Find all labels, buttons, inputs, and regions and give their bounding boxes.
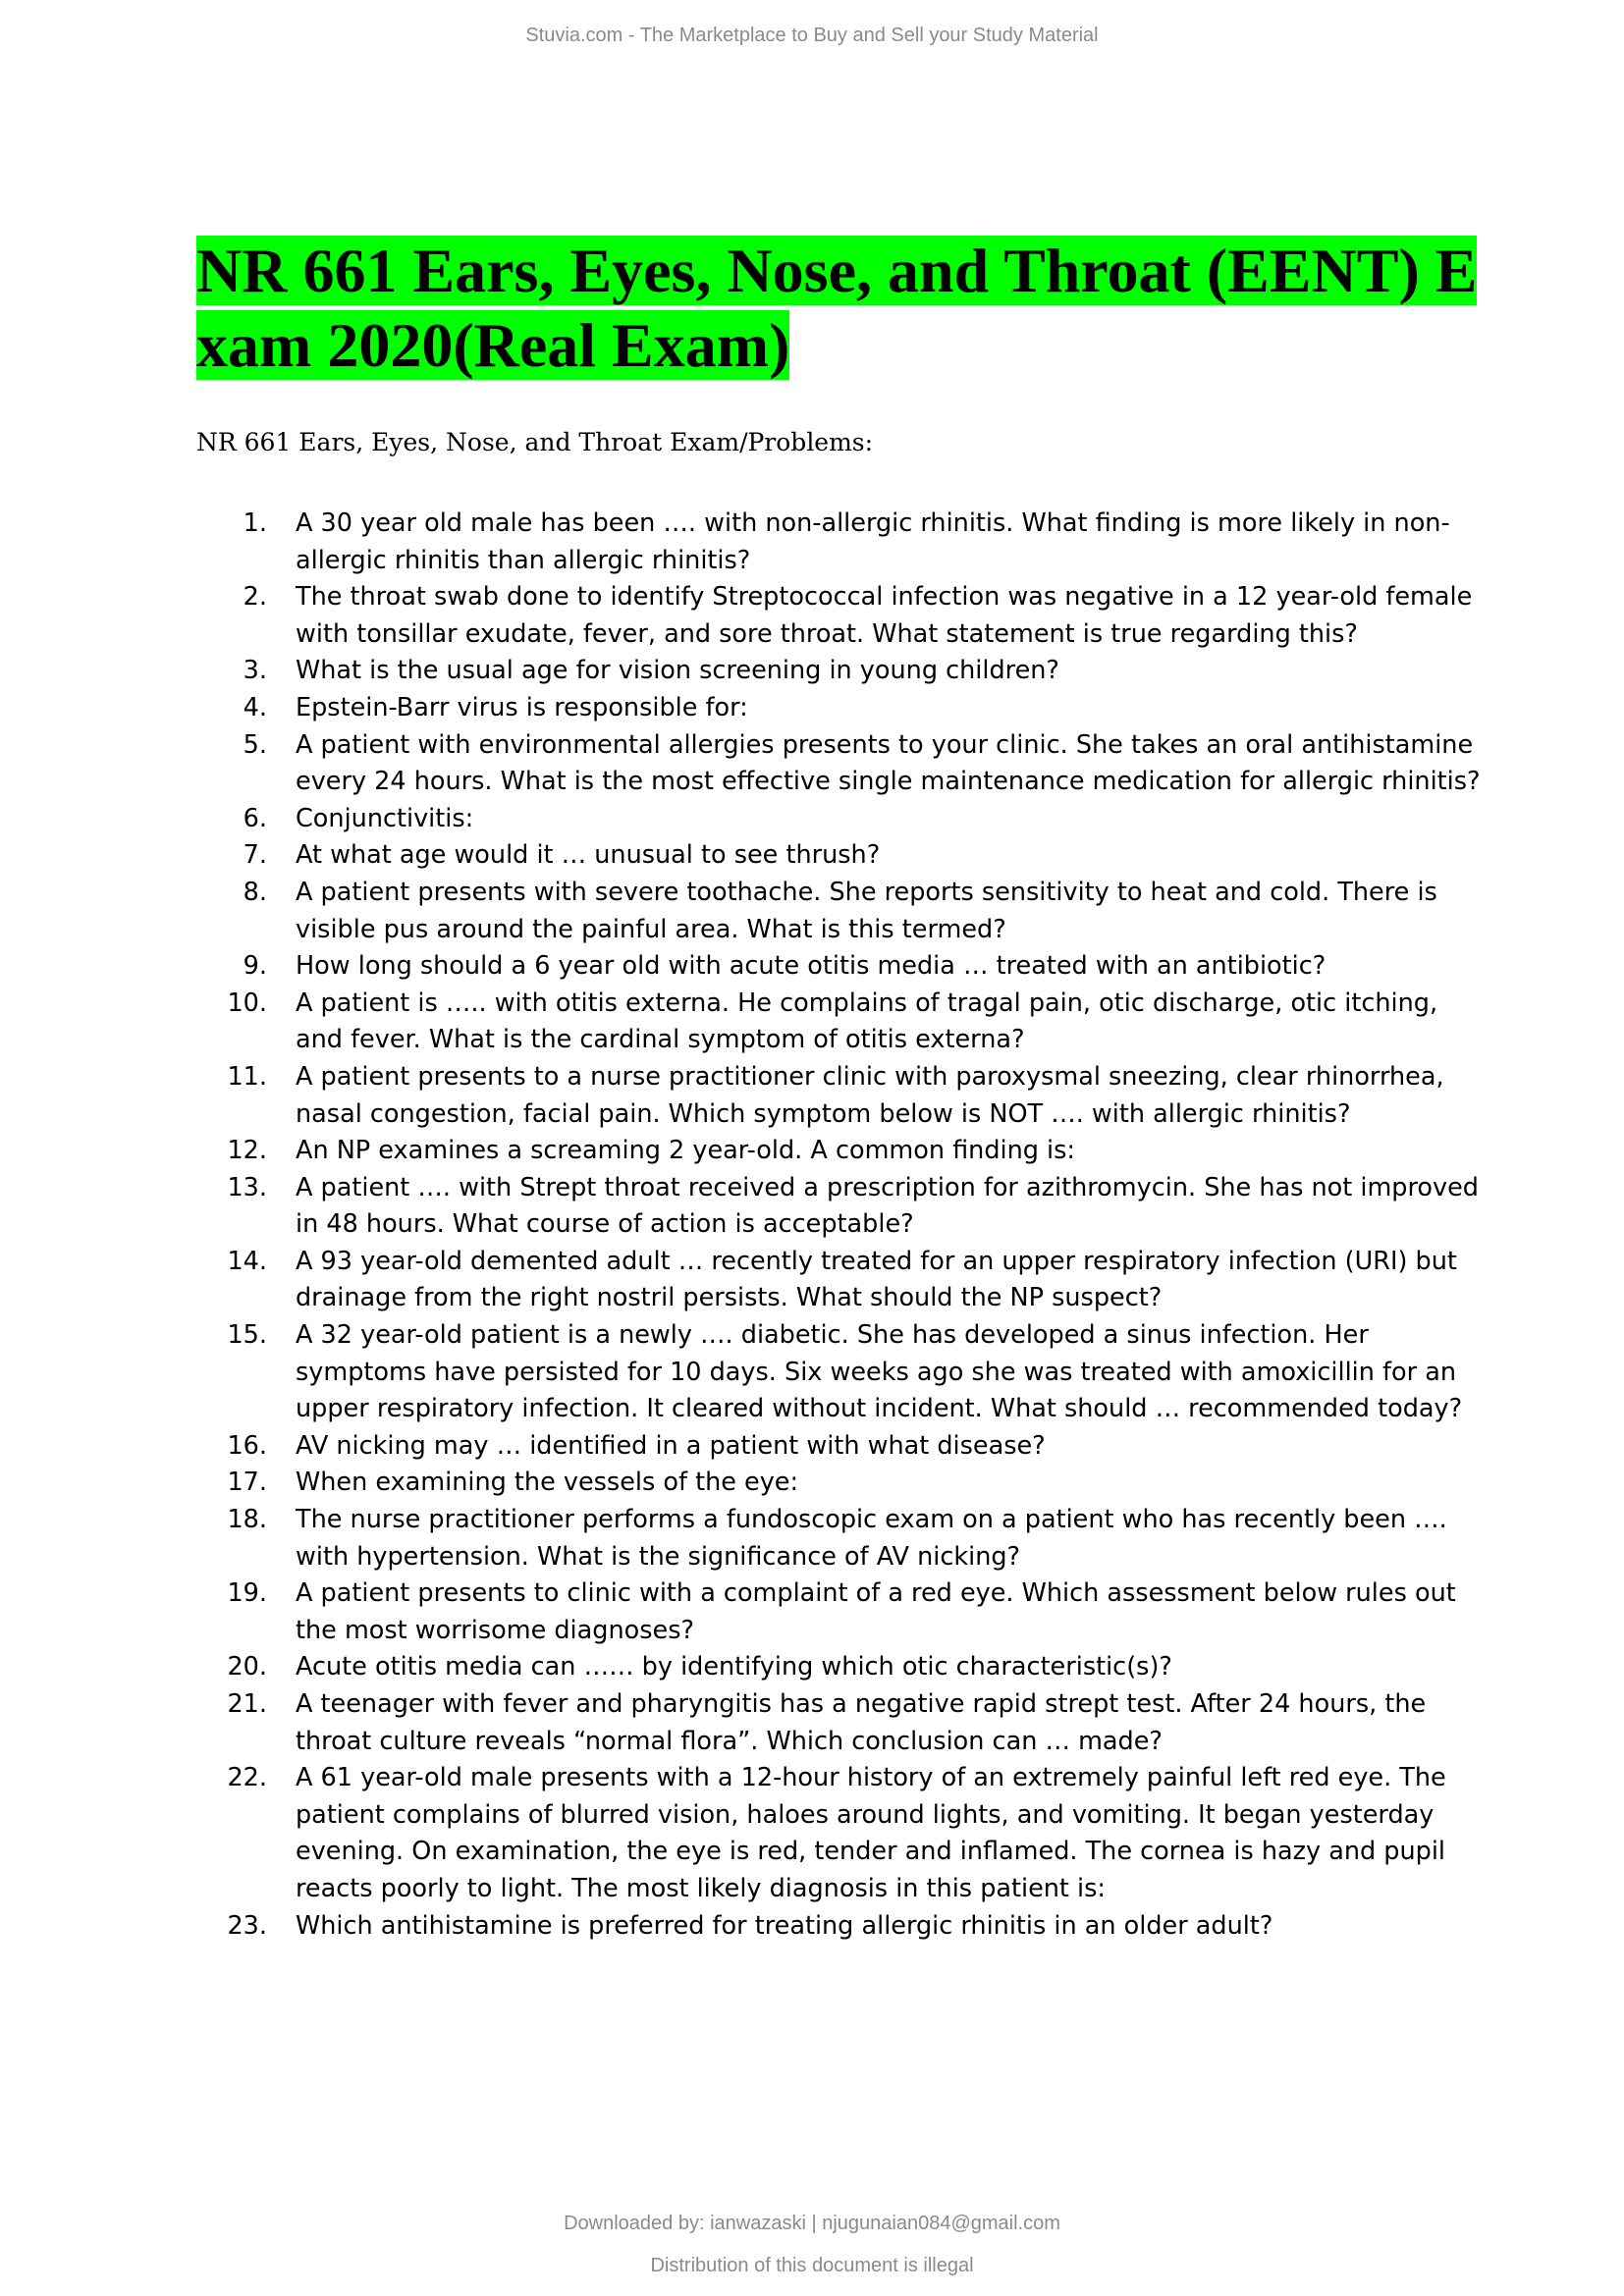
question-number: 20. xyxy=(227,1652,267,1682)
question-number: 2. xyxy=(243,582,267,613)
list-item xyxy=(196,1575,1483,1649)
question-text: Acute otitis media can …… by identifying which otic characteristic(s)? xyxy=(296,1652,1172,1682)
stuvia-header-watermark: Stuvia.com - The Marketplace to Buy and Sell your Study Material xyxy=(525,25,1099,46)
list-item xyxy=(196,1760,1483,1907)
list-item xyxy=(196,1133,1483,1170)
list-item xyxy=(196,1465,1483,1502)
list-item xyxy=(196,690,1483,727)
question-number: 17. xyxy=(227,1468,267,1498)
question-number: 5. xyxy=(243,729,267,760)
question-number: 8. xyxy=(243,877,267,907)
question-number: 1. xyxy=(243,508,267,538)
question-text: AV nicking may … identified in a patient with what disease? xyxy=(296,1430,1046,1461)
question-number: 22. xyxy=(227,1763,267,1793)
question-text: A 61 year-old male presents with a 12-hour history of an extremely painful left red eye. The patient complains of blurred vision, haloes around lights, and vomiting. It began yesterday evening. On examination, the eye is red, tender and inflamed. The cornea is hazy and pupil reacts poorly to light. The most likely diagnosis in this patient is: xyxy=(296,1763,1446,1903)
list-item xyxy=(196,727,1483,801)
question-text: A 32 year-old patient is a newly …. diabetic. She has developed a sinus infection. Her symptoms have persisted for 10 days. Six weeks ago she was treated with amoxicillin for an upper respiratory infection. It cleared without incident. What should … recommended today? xyxy=(296,1320,1463,1424)
question-number: 14. xyxy=(227,1246,267,1276)
list-item xyxy=(196,1059,1483,1133)
question-number: 21. xyxy=(227,1689,267,1719)
question-text: A patient presents with severe toothache. She reports sensitivity to heat and cold. There is visible pus around the painful area. What is this termed? xyxy=(296,877,1437,944)
question-number: 4. xyxy=(243,692,267,722)
question-text: Which antihistamine is preferred for treating allergic rhinitis in an older adult? xyxy=(296,1910,1273,1941)
question-number: 15. xyxy=(227,1320,267,1351)
question-number: 11. xyxy=(227,1061,267,1092)
question-text: The nurse practitioner performs a fundoscopic exam on a patient who has recently been …. with hypertension. What is the significance of AV nicking? xyxy=(296,1505,1447,1572)
question-text: Epstein-Barr virus is responsible for: xyxy=(296,692,748,722)
downloaded-by-footer: Downloaded by: ianwazaski | njugunaian084@gmail.com xyxy=(564,2213,1060,2234)
question-number: 12. xyxy=(227,1136,267,1166)
list-item xyxy=(196,837,1483,875)
list-item xyxy=(196,1502,1483,1575)
question-number: 9. xyxy=(243,951,267,982)
question-number: 3. xyxy=(243,656,267,686)
question-number: 7. xyxy=(243,840,267,871)
question-text: How long should a 6 year old with acute otitis media … treated with an antibiotic? xyxy=(296,951,1326,982)
distribution-notice: Distribution of this document is illegal xyxy=(650,2255,974,2276)
question-text: The throat swab done to identify Streptococcal infection was negative in a 12 year-old female with tonsillar exudate, fever, and sore throat. What statement is true regarding this? xyxy=(296,582,1473,649)
question-text: A 30 year old male has been …. with non-allergic rhinitis. What finding is more likely in non-allergic rhinitis than allergic rhinitis? xyxy=(296,508,1450,575)
question-text: An NP examines a screaming 2 year-old. A common finding is: xyxy=(296,1136,1076,1166)
question-text: A teenager with fever and pharyngitis has a negative rapid strept test. After 24 hours, the throat culture reveals “normal flora”. Which conclusion can … made? xyxy=(296,1689,1427,1756)
list-item xyxy=(196,506,1483,579)
list-item xyxy=(196,1649,1483,1686)
question-list xyxy=(196,506,1483,1945)
question-text: A patient with environmental allergies presents to your clinic. She takes an oral antihistamine every 24 hours. What is the most effective single maintenance medication for allergic rhinitis? xyxy=(296,729,1481,797)
question-text: When examining the vessels of the eye: xyxy=(296,1468,799,1498)
question-number: 13. xyxy=(227,1172,267,1202)
question-number: 16. xyxy=(227,1430,267,1461)
title-highlight: NR 661 Ears, Eyes, Nose, and Throat (EENT) E xam 2020(Real Exam) xyxy=(196,236,1478,380)
section-subtitle: NR 661 Ears, Eyes, Nose, and Throat Exam/Problems: xyxy=(196,428,874,456)
question-number: 18. xyxy=(227,1505,267,1535)
list-item xyxy=(196,1686,1483,1760)
list-item xyxy=(196,579,1483,653)
page-title xyxy=(196,234,1492,383)
question-number: 6. xyxy=(243,803,267,833)
list-item xyxy=(196,1428,1483,1466)
question-number: 23. xyxy=(227,1910,267,1941)
question-number: 19. xyxy=(227,1578,267,1609)
question-text: Conjunctivitis: xyxy=(296,803,474,833)
question-text: A patient …. with Strept throat received a prescription for azithromycin. She has not improved in 48 hours. What course of action is acceptable? xyxy=(296,1172,1479,1240)
list-item xyxy=(196,986,1483,1059)
list-item xyxy=(196,653,1483,690)
list-item xyxy=(196,1317,1483,1428)
question-text: At what age would it … unusual to see thrush? xyxy=(296,840,881,871)
list-item xyxy=(196,948,1483,986)
question-number: 10. xyxy=(227,988,267,1018)
question-text: A 93 year-old demented adult … recently treated for an upper respiratory infection (URI) but drainage from the right nostril persists. What should the NP suspect? xyxy=(296,1246,1457,1313)
list-item xyxy=(196,1244,1483,1317)
list-item xyxy=(196,1908,1483,1946)
question-text: A patient presents to a nurse practitioner clinic with paroxysmal sneezing, clear rhinorrhea, nasal congestion, facial pain. Which symptom below is NOT …. with allergic rhinitis? xyxy=(296,1061,1444,1129)
list-item xyxy=(196,801,1483,838)
question-text: A patient is ….. with otitis externa. He complains of tragal pain, otic discharge, otic itching, and fever. What is the cardinal symptom of otitis externa? xyxy=(296,988,1438,1055)
question-text: A patient presents to clinic with a complaint of a red eye. Which assessment below rules out the most worrisome diagnoses? xyxy=(296,1578,1456,1645)
question-text: What is the usual age for vision screening in young children? xyxy=(296,656,1059,686)
list-item xyxy=(196,875,1483,948)
list-item xyxy=(196,1170,1483,1244)
